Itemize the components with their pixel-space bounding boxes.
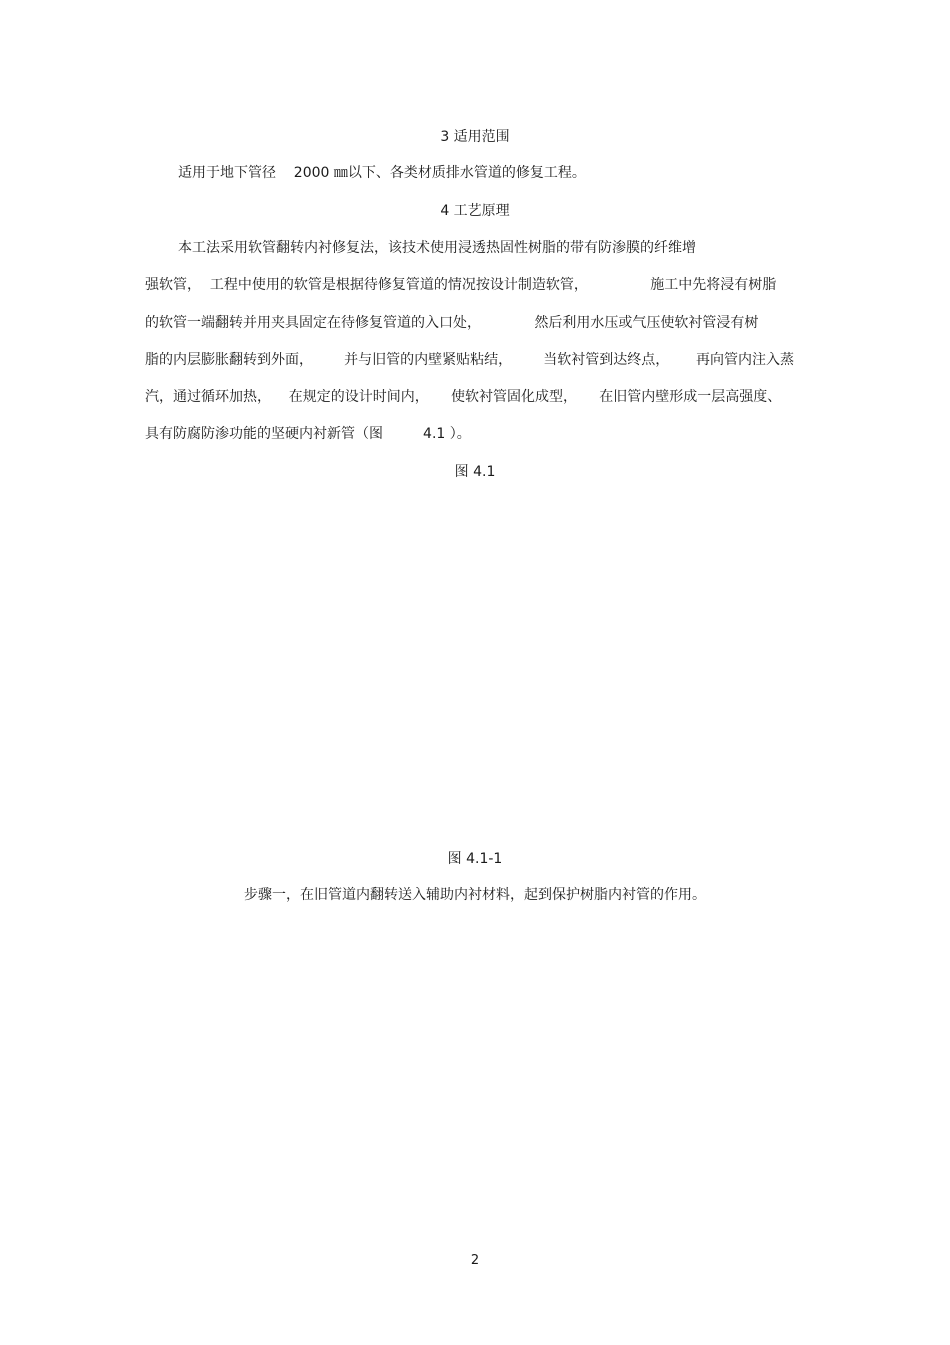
step-one-image-area xyxy=(145,915,805,1235)
section-4-heading: 4 工艺原理 xyxy=(440,203,510,219)
section-4-paragraph-line: 具有防腐防渗功能的坚硬内衬新管（图 4.1 ）。 xyxy=(145,426,471,442)
figure-4-1-caption: 图 4.1 xyxy=(454,464,496,480)
figure-4-1-image-area xyxy=(145,490,805,835)
step-one-text: 步骤一，在旧管道内翻转送入辅助内衬材料，起到保护树脂内衬管的作用。 xyxy=(244,887,706,903)
section-3-heading: 3 适用范围 xyxy=(440,129,510,145)
section-4-paragraph-line: 强软管， 工程中使用的软管是根据待修复管道的情况按设计制造软管， 施工中先将浸有树脂 xyxy=(145,277,777,293)
page-number: 2 xyxy=(470,1253,480,1268)
section-4-paragraph-line: 脂的内层膨胀翻转到外面， 并与旧管的内壁紧贴粘结， 当软衬管到达终点， 再向管内注入蒸 xyxy=(145,352,795,368)
section-3-text: 适用于地下管径 2000 ㎜以下、各类材质排水管道的修复工程。 xyxy=(178,165,586,181)
section-4-paragraph-line: 汽，通过循环加热， 在规定的设计时间内， 使软衬管固化成型， 在旧管内壁形成一层高强度、 xyxy=(145,389,782,405)
section-4-paragraph-line: 本工法采用软管翻转内衬修复法，该技术使用浸透热固性树脂的带有防渗膜的纤维增 xyxy=(178,240,696,256)
section-4-paragraph-line: 的软管一端翻转并用夹具固定在待修复管道的入口处， 然后利用水压或气压使软衬管浸有树 xyxy=(145,315,759,331)
figure-4-1-1-caption: 图 4.1-1 xyxy=(447,851,503,867)
